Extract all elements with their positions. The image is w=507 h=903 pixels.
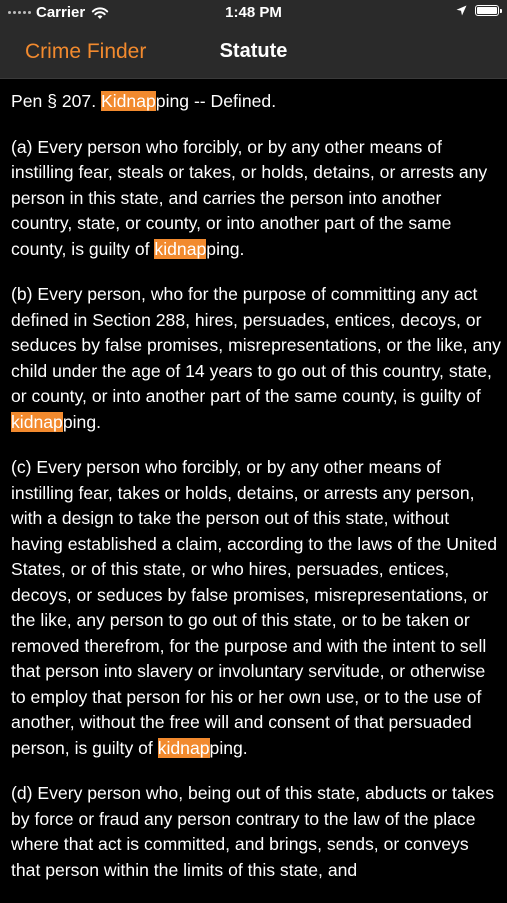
heading-text-rest: ping -- Defined. [155, 91, 277, 111]
paragraph-text-rest: ping. [206, 238, 245, 259]
paragraph-d [11, 781, 501, 883]
search-highlight: kidnap [157, 737, 210, 758]
carrier-label: Carrier [36, 4, 86, 21]
status-right [456, 5, 499, 16]
paragraph-text: (a) Every person who forcibly, or by any other means of instilling fear, steals or takes, or holds, detains, or arrests any person in this state, and carries the person into another country, state, or county, or into another part of the same county, is guilty of [11, 136, 488, 259]
search-highlight: kidnap [154, 238, 207, 259]
paragraph-c [11, 455, 501, 761]
back-button[interactable]: Crime Finder [25, 40, 147, 63]
paragraph-text-rest: ping. [62, 411, 102, 432]
battery-icon [475, 5, 499, 16]
location-arrow-icon [456, 5, 467, 16]
paragraph-text-rest: ping. [209, 737, 248, 758]
statute-text[interactable] [11, 89, 501, 903]
paragraph-text: (b) Every person, who for the purpose of committing any act defined in Section 288, hires, persuades, entices, decoys, or seduces by false promises, misrepresentations, or the like, any child under the age of 14 years to go out of this country, state, or county, or into another part of the same county, is guilty of [11, 284, 501, 406]
status-bar [0, 0, 507, 26]
heading-text: Pen § 207. [11, 91, 101, 111]
page-title: Statute [219, 40, 288, 62]
paragraph-b [11, 282, 501, 435]
search-highlight: kidnap [11, 411, 63, 432]
navigation-bar [0, 26, 507, 79]
status-time: 1:48 PM [225, 4, 282, 21]
statute-heading [11, 89, 501, 115]
paragraph-text: (d) Every person who, being out of this state, abducts or takes by force or fraud any person contrary to the law of the place where that act is committed, and brings, sends, or conveys that person within the limits of this state, and [11, 783, 495, 880]
paragraph-text: (c) Every person who forcibly, or by any other means of instilling fear, takes or holds, detains, or arrests any person, with a design to take the person out of this state, without having established a claim, according to the laws of the United States, or of this state, or who hires, persuades, entices, decoys, or seduces by false promises, misrepresentations, or the like, any person to go out of this state, or to be taken or removed therefrom, for the purpose and with the intent to sell that person into slavery or involuntary servitude, or otherwise to employ that person for his or her own use, or to the use of another, without the free will and consent of that persuaded person, is guilty of [11, 457, 498, 758]
search-highlight: Kidnap [101, 91, 156, 111]
paragraph-a [11, 135, 501, 263]
